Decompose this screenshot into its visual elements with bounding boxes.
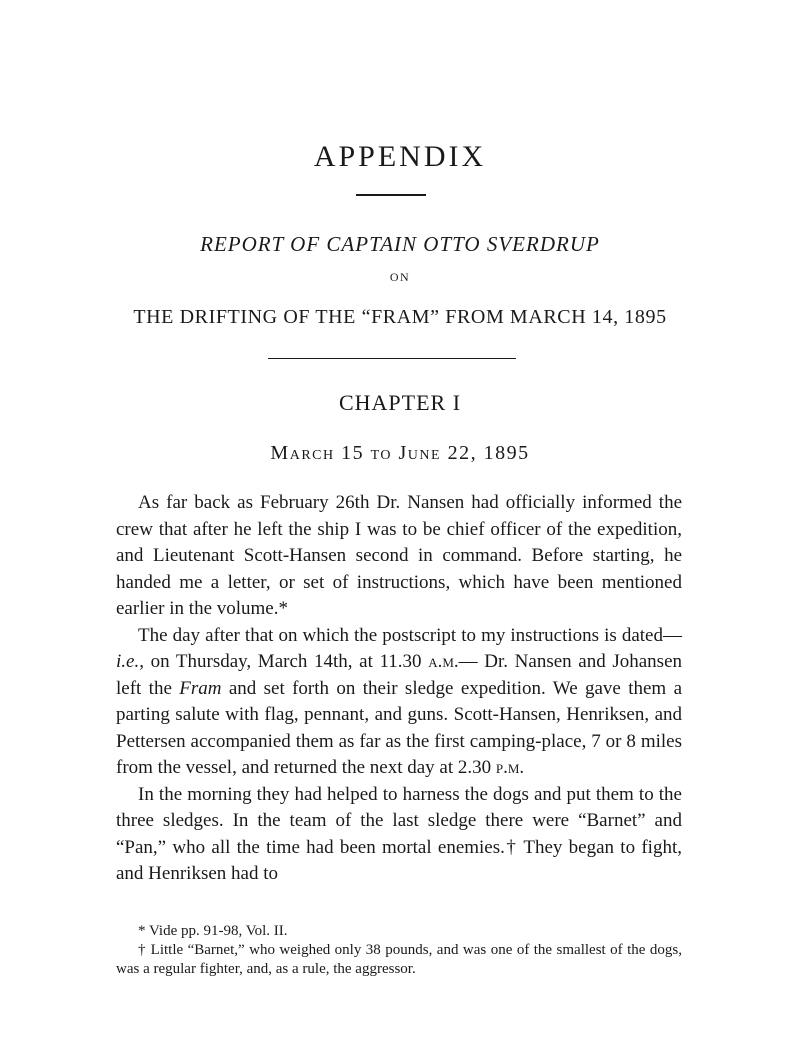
- appendix-heading: APPENDIX: [313, 140, 487, 173]
- paragraph-2: [116, 623, 682, 782]
- footnote-2: † Little “Barnet,” who weighed only 38 pounds, and was one of the smallest of the dogs, was a regular fighter, and, as a rule, the aggressor.: [116, 942, 682, 977]
- body-text: [116, 490, 682, 888]
- ship-name-fram: Fram: [179, 677, 222, 699]
- footnote-1: * Vide pp. 91-98, Vol. II.: [138, 923, 288, 939]
- report-subtitle: THE DRIFTING OF THE “FRAM” FROM MARCH 14, 1895: [133, 306, 667, 328]
- chapter-dates: March 15 to June 22, 1895: [270, 442, 530, 464]
- heading-rule-long: [268, 358, 516, 359]
- paragraph-2-part-a: The day after that on which the postscript to my instructions is dated—: [138, 624, 682, 646]
- time-am: a.m.: [428, 651, 459, 672]
- paragraph-3-text: In the morning they had helped to harness the dogs and put them to the three sledges. In the team of the last sledge there were “Barnet” and “Pan,” who all the time had been mortal enemies.† They began to fight, and Henriksen had to: [116, 783, 682, 884]
- ie-abbrev: i.e.,: [116, 651, 144, 672]
- paragraph-3: [116, 782, 682, 888]
- heading-rule-short: [356, 194, 426, 196]
- paragraph-1: [116, 490, 682, 623]
- footnotes: [116, 922, 682, 979]
- paragraph-2-part-b: on Thursday, March 14th, at 11.30: [143, 651, 429, 672]
- chapter-title: CHAPTER I: [338, 390, 462, 415]
- report-on-label: ON: [389, 270, 411, 284]
- paragraph-1-text: As far back as February 26th Dr. Nansen had officially informed the crew that after he left the ship I was to be chief officer of the expedition, and Lieutenant Scott-Hansen second in command. Before starting, he handed me a letter, or set of instructions, which have been mentioned earlier in the volume.*: [116, 492, 682, 619]
- time-pm: p.m.: [495, 757, 525, 778]
- paragraph-2-part-d: and set forth on their sledge expedition. We gave them a parting salute with flag, pennant, and guns. Scott-Hansen, Henriksen, and Pettersen accompanied them as far as the first camping-place, 7 or 8 miles from the vessel, and returned the next day at 2.30: [116, 677, 682, 778]
- paragraph-2-part-c: — Dr. Nansen and Johansen left the: [116, 651, 682, 699]
- report-title: REPORT OF CAPTAIN OTTO SVERDRUP: [200, 232, 600, 256]
